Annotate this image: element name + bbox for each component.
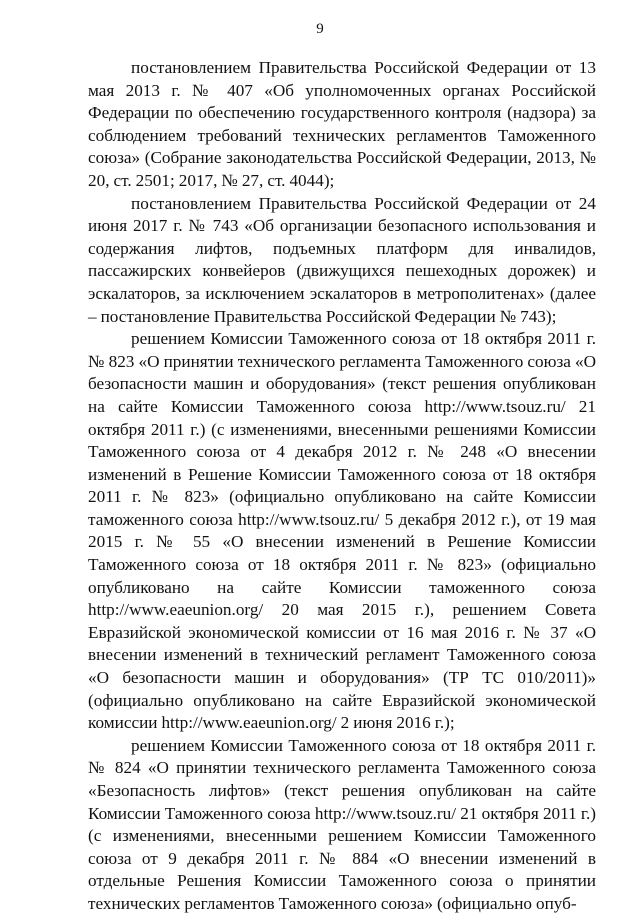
paragraph-resolution-407: постановлением Правительства Российской Федерации от 13 мая 2013 г. № 407 «Об уполномоченных органах Российской Федерации по обеспечению государственного контроля (надзора) за соблюдением требований технических регламентов Таможенного союза» (Собрание законодательства Российской Федерации, 2013, № 20, ст. 2501; 2017, № 27, ст. 4044);: [88, 58, 596, 190]
document-body: [88, 57, 596, 916]
paragraph-decision-824: решением Комиссии Таможенного союза от 18 октября 2011 г. № 824 «О принятии технического регламента Таможенного союза «Безопасность лифтов» (текст решения опубликован на сайте Комиссии Таможенного союза http://www.tsouz.ru/ 21 октября 2011 г.) (с изменениями, внесенными решением Комиссии Таможенного союза от 9 декабря 2011 г. № 884 «О внесении изменений в отдельные Решения Комиссии Таможенного союза о принятии технических регламентов Таможенного союза» (официально опуб-: [88, 735, 596, 913]
paragraph-resolution-743: постановлением Правительства Российской Федерации от 24 июня 2017 г. № 743 «Об организации безопасного использования и содержания лифтов, подъемных платформ для инвалидов, пассажирских конвейеров (движущихся пешеходных дорожек) и эскалаторов, за исключением эскалаторов в метрополитенах» (далее – постановление Правительства Российской Федерации № 743);: [88, 193, 596, 326]
page-number: 9: [316, 21, 324, 37]
paragraph-decision-823: решением Комиссии Таможенного союза от 18 октября 2011 г. № 823 «О принятии технического регламента Таможенного союза «О безопасности машин и оборудования» (текст решения опубликован на сайте Комиссии Таможенного союза http://www.tsouz.ru/ 21 октября 2011 г.) (с изменениями, внесенными решениями Комиссии Таможенного союза от 4 декабря 2012 г. № 248 «О внесении изменений в Решение Комиссии Таможенного союза от 18 октября 2011 г. № 823» (официально опубликовано на сайте Комиссии таможенного союза http://www.tsouz.ru/ 5 декабря 2012 г.), от 19 мая 2015 г. № 55 «О внесении изменений в Решение Комиссии Таможенного союза от 18 октября 2011 г. № 823» (официально опубликовано на сайте Комиссии таможенного союза http://www.eaeunion.org/ 20 мая 2015 г.), решением Совета Евразийской экономической комиссии от 16 мая 2016 г. № 37 «О внесении изменений в технический регламент Таможенного союза «О безопасности машин и оборудования» (ТР ТС 010/2011)» (официально опубликовано на сайте Евразийской экономической комиссии http://www.eaeunion.org/ 2 июня 2016 г.);: [88, 329, 596, 733]
